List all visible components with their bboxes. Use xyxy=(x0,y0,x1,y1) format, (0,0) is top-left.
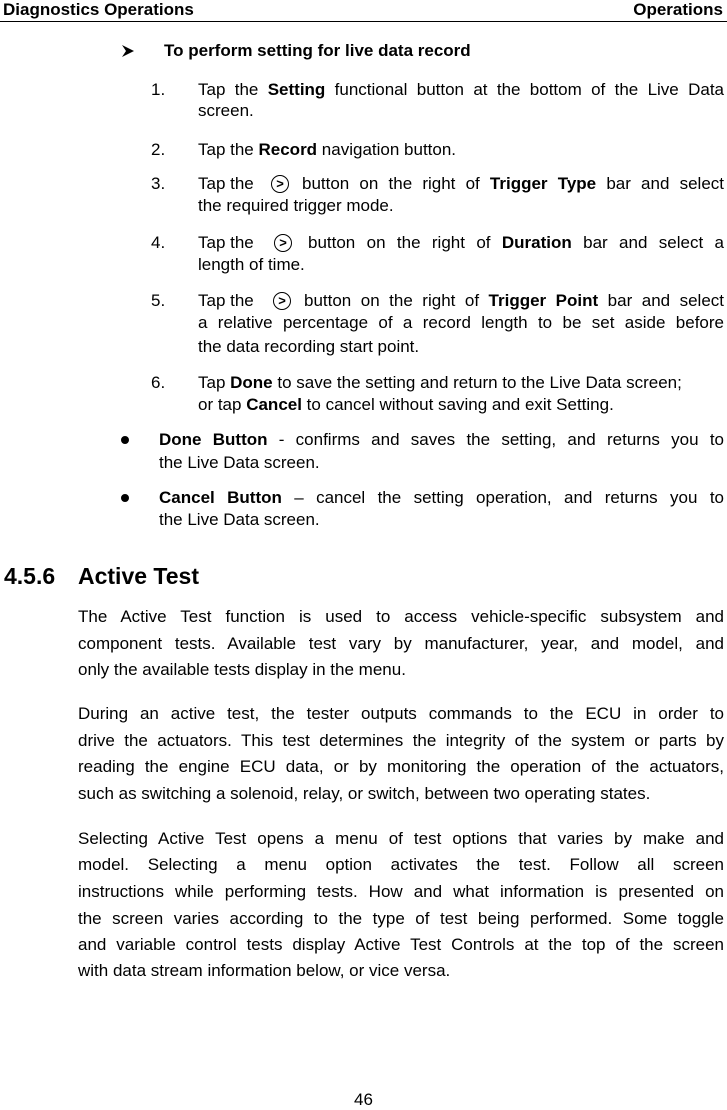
paragraph-line: component tests. Available test vary by manufacturer, year, and model, and xyxy=(78,634,724,653)
running-header-right: Operations xyxy=(633,0,723,19)
section-number: 4.5.6 xyxy=(4,563,56,589)
step-number: 1. xyxy=(151,80,166,99)
task-title: To perform setting for live data record xyxy=(164,41,471,60)
bullet-text: Cancel Button – cancel the setting operation, and returns you to xyxy=(159,488,724,507)
step-number: 5. xyxy=(151,291,166,310)
section-title: Active Test xyxy=(78,563,200,589)
paragraph-line: with data stream information below, or vice versa. xyxy=(78,961,451,980)
paragraph-line: and variable control tests display Active Test Controls at the top of the screen xyxy=(78,935,724,954)
paragraph-line: model. Selecting a menu option activates the test. Follow all screen xyxy=(78,855,724,874)
step-number: 4. xyxy=(151,233,166,252)
chevron-right-icon: > xyxy=(274,234,292,252)
step-text: a relative percentage of a record length to be set aside before xyxy=(198,313,724,332)
step-number: 2. xyxy=(151,140,166,159)
header-divider xyxy=(0,21,727,22)
paragraph-line: During an active test, the tester outputs commands to the ECU in order to xyxy=(78,704,724,723)
paragraph-line: the screen varies according to the type of test being performed. Some toggle xyxy=(78,909,724,928)
step-text: Tap the xyxy=(198,291,254,310)
arrow-bullet-icon xyxy=(121,40,135,60)
step-text: button on the right of Trigger Type bar and select xyxy=(302,174,725,193)
paragraph-line: The Active Test function is used to access vehicle-specific subsystem and xyxy=(78,607,724,626)
paragraph-line: instructions while performing tests. How and what information is presented on xyxy=(78,882,724,901)
paragraph-line: such as switching a solenoid, relay, or switch, between two operating states. xyxy=(78,784,651,803)
step-text: button on the right of Duration bar and select a xyxy=(308,233,724,252)
step-text: or tap Cancel to cancel without saving and exit Setting. xyxy=(198,395,614,414)
bullet-dot-icon xyxy=(121,436,129,444)
paragraph-line: only the available tests display in the menu. xyxy=(78,660,406,679)
running-header-left: Diagnostics Operations xyxy=(3,0,194,19)
step-text: Tap the xyxy=(198,174,254,193)
step-text: button on the right of Trigger Point bar and select xyxy=(304,291,725,310)
step-text: the required trigger mode. xyxy=(198,196,394,215)
bullet-text: the Live Data screen. xyxy=(159,453,320,472)
step-text: the data recording start point. xyxy=(198,337,420,356)
step-text: Tap the Record navigation button. xyxy=(198,140,457,159)
step-text: screen. xyxy=(198,101,254,120)
chevron-right-icon: > xyxy=(271,175,289,193)
chevron-right-icon: > xyxy=(273,292,291,310)
paragraph-line: Selecting Active Test opens a menu of test options that varies by make and xyxy=(78,829,724,848)
step-number: 6. xyxy=(151,373,166,392)
bullet-text: the Live Data screen. xyxy=(159,510,320,529)
step-text: Tap Done to save the setting and return to the Live Data screen; xyxy=(198,373,682,392)
step-text: length of time. xyxy=(198,255,305,274)
page-number: 46 xyxy=(354,1090,373,1109)
step-number: 3. xyxy=(151,174,166,193)
step-text: Tap the xyxy=(198,233,254,252)
bullet-dot-icon xyxy=(121,494,129,502)
bullet-text: Done Button - confirms and saves the setting, and returns you to xyxy=(159,430,724,449)
paragraph-line: reading the engine ECU data, or by monitoring the operation of the actuators, xyxy=(78,757,724,776)
step-text: Tap the Setting functional button at the bottom of the Live Data xyxy=(198,80,724,99)
paragraph-line: drive the actuators. This test determines the integrity of the system or parts by xyxy=(78,731,724,750)
